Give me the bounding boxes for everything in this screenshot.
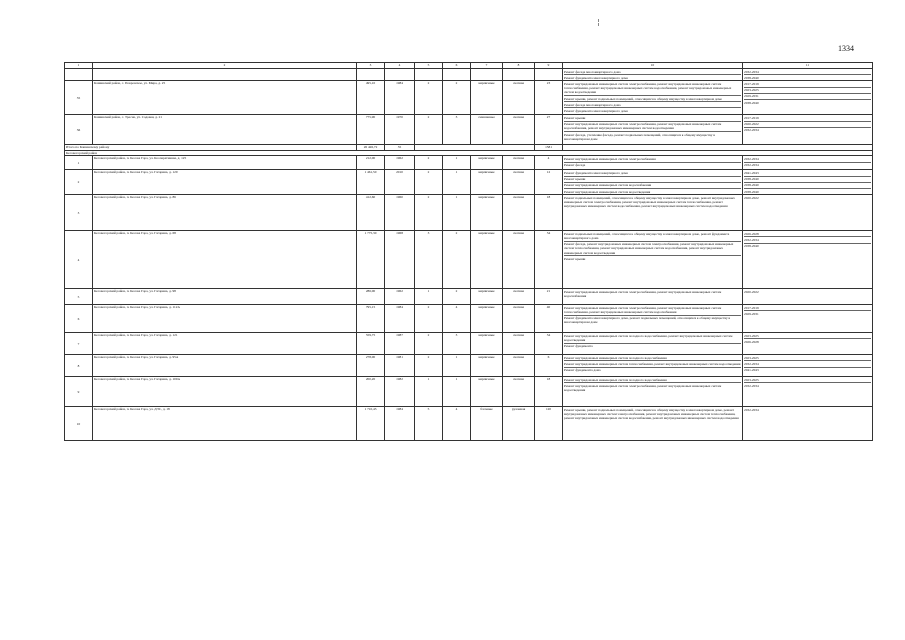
area-cell: 1 461,50 [357, 170, 385, 195]
area-cell: 1 710,43 [357, 407, 385, 441]
entrances-cell: 1 [443, 355, 471, 377]
year-built-cell: 1960 [385, 195, 415, 231]
entrances-cell: 1 [443, 195, 471, 231]
period-cell [743, 377, 873, 407]
roof-type-cell: рулонная [503, 407, 535, 441]
period-cell [743, 170, 873, 195]
work-item: Ремонт фундамента многоквартирного дома, ремонт подвальных помещений, относящихся к общему имуществу в многоквартирном доме [564, 316, 731, 325]
roof-type-cell: скатная [503, 377, 535, 407]
apartments-cell: 40 [535, 305, 563, 333]
address-cell: Кесовогорский район, п. Кесова Гора, ул. ДЭС, д. 18 [93, 407, 357, 441]
year-built-cell [385, 69, 415, 81]
period-cell [743, 69, 873, 81]
roof-type-cell: скатная [503, 305, 535, 333]
wall-material-cell: кирпичные [471, 289, 503, 305]
address-cell: Кесовогорский район, п. Кесова Гора, ул. Гагарина, д. 112А [93, 305, 357, 333]
period-item: 2029-2031 [744, 94, 871, 100]
apartments-cell: 4 [535, 156, 563, 170]
entrances-cell: 1 [443, 377, 471, 407]
apartments-cell: 6 [535, 355, 563, 377]
works-cell [563, 170, 743, 195]
total-label: Итого по Кашинскому району [65, 145, 357, 151]
entrances-cell: 2 [443, 231, 471, 289]
area-cell: 200,20 [357, 377, 385, 407]
wall-material-cell: смешанные [471, 115, 503, 145]
work-item: Ремонт внутридомовых инженерных систем холодного водоснабжения, ремонт внутридомовых инженерных систем водоотведения [564, 333, 741, 343]
address-cell: Кесовогорский район, п. Кесова Гора, ул. Кооперативная, д. 125 [93, 156, 357, 170]
table-row [65, 377, 873, 407]
period-item: 2032-2034 [744, 383, 759, 388]
work-item: Ремонт фасада, утепление фасада, ремонт подвальных помещений, относящихся к общему имуществу в многоквартирном доме [564, 132, 715, 141]
area-cell: 286,00 [357, 289, 385, 305]
wall-material-cell: кирпичные [471, 231, 503, 289]
total-count: 35 [385, 145, 415, 151]
floors-cell: 2 [415, 333, 443, 355]
row-number: 35 [65, 81, 93, 115]
row-number: 6 [65, 305, 93, 333]
roof-type-cell: скатная [503, 195, 535, 231]
period-cell [743, 333, 873, 355]
apartments-cell: 21 [535, 289, 563, 305]
period-cell [743, 407, 873, 441]
floors-cell: 1 [415, 377, 443, 407]
roof-type-cell: скатная [503, 81, 535, 115]
period-item: 2032-2034 [744, 237, 871, 243]
wall-material-cell: кирпичные [471, 156, 503, 170]
work-item: Ремонт фундамента дома [564, 368, 601, 373]
period-item: 2017-2019 [744, 81, 871, 87]
row-number: 5 [65, 289, 93, 305]
wall-material-cell: кирпичные [471, 333, 503, 355]
entrances-cell: 4 [443, 407, 471, 441]
period-item: 2023-2025 [744, 333, 871, 339]
entrances-cell: 1 [443, 170, 471, 195]
header-cell-4: 4 [385, 63, 415, 69]
page-number: 1334 [838, 44, 854, 53]
period-item: 2038-2040 [744, 189, 759, 194]
works-cell [563, 407, 743, 441]
roof-type-cell: скатная [503, 289, 535, 305]
row-number: 8 [65, 355, 93, 377]
period-item: 2032-2034 [744, 156, 871, 162]
period-cell [743, 81, 873, 115]
year-built-cell: 1962 [385, 156, 415, 170]
area-cell: 495,10 [357, 81, 385, 115]
period-item: 2041-2043 [744, 170, 871, 176]
address-cell: Кашинский район, с. Тресна, ул. Садовая, д. 21 [93, 115, 357, 145]
work-item: Ремонт фундамента многоквартирного дома [564, 108, 628, 113]
header-cell-11: 11 [743, 63, 873, 69]
table-row [65, 81, 873, 115]
works-cell [563, 333, 743, 355]
floors-cell: 2 [415, 170, 443, 195]
apartments-cell: 12 [535, 170, 563, 195]
works-cell [563, 156, 743, 170]
apartments-cell: 23 [535, 81, 563, 115]
area-cell: 775,90 [357, 115, 385, 145]
wall-material-cell: кирпичные [471, 305, 503, 333]
total-area: 26 426,72 [357, 145, 385, 151]
row-number: 3 [65, 195, 93, 231]
table-row [65, 231, 873, 289]
works-cell [563, 289, 743, 305]
header-cell-1: 1 [65, 63, 93, 69]
header-cell-5: 5 [415, 63, 443, 69]
table-row [65, 115, 873, 145]
wall-material-cell: кирпичные [471, 377, 503, 407]
period-item: 2023-2025 [744, 355, 871, 361]
address-cell: Кесовогорский район, п. Кесова Гора, ул. Гагарина, д. 95А [93, 355, 357, 377]
period-item: 2029-2031 [744, 311, 759, 316]
wall-material-cell: кирпичные [471, 355, 503, 377]
apartments-cell [535, 69, 563, 81]
row-number: 10 [65, 407, 93, 441]
year-built-cell: 1987 [385, 333, 415, 355]
period-item: 2020-2022 [744, 289, 759, 294]
work-item: Ремонт внутридомовых инженерных систем холодного водоснабжения [564, 377, 741, 383]
work-item: Ремонт фасада многоквартирного дома [564, 69, 741, 75]
floors-cell: 2 [415, 195, 443, 231]
works-cell [563, 377, 743, 407]
floors-cell: 1 [415, 289, 443, 305]
district-name: Кесовогорский район [65, 150, 873, 156]
apartments-cell: 120 [535, 407, 563, 441]
floors-cell: 2 [415, 355, 443, 377]
work-item: Ремонт внутридомовых инженерных систем электроснабжения [564, 156, 741, 162]
table-body [65, 69, 873, 441]
year-built-cell: 1970 [385, 115, 415, 145]
period-item: 2041-2043 [744, 368, 759, 373]
wall-material-cell: кирпичные [471, 170, 503, 195]
wall-material-cell [471, 69, 503, 81]
entrances-cell: 1 [443, 156, 471, 170]
table-row [65, 305, 873, 333]
year-built-cell: 1984 [385, 81, 415, 115]
work-item: Ремонт внутридомовых инженерных систем электроснабжения, ремонт внутридомовых инженерных систем теплоснабжения, ремонт внутридомовых инженерных систем водоснабжения, ремонт внутридомовых инженерных систем водоотведения [564, 81, 741, 96]
area-cell: 278,00 [357, 355, 385, 377]
work-item: Ремонт крыши [564, 177, 741, 183]
floors-cell: 2 [415, 156, 443, 170]
table-row [65, 333, 873, 355]
period-item: 2020-2022 [744, 122, 871, 128]
address-cell: Кесовогорский район, п. Кесова Гора, ул. Гагарина, д. 86 [93, 195, 357, 231]
works-cell [563, 305, 743, 333]
floors-cell: 5 [415, 407, 443, 441]
entrances-cell: 3 [443, 333, 471, 355]
work-item: Ремонт фасада [564, 163, 586, 168]
period-item: 2038-2040 [744, 75, 759, 80]
header-cell-7: 7 [471, 63, 503, 69]
table-row [65, 170, 873, 195]
floors-cell: 3 [415, 231, 443, 289]
works-cell [563, 69, 743, 81]
year-built-cell: 2010 [385, 170, 415, 195]
roof-type-cell: скатная [503, 115, 535, 145]
table-row [65, 156, 873, 170]
row-number: 7 [65, 333, 93, 355]
entrances-cell: 3 [443, 115, 471, 145]
floors-cell: 2 [415, 305, 443, 333]
roof-type-cell: скатная [503, 333, 535, 355]
table-row [65, 289, 873, 305]
apartments-cell: 27 [535, 115, 563, 145]
area-cell: 559,75 [357, 333, 385, 355]
address-cell: Кесовогорский район, п. Кесова Гора, ул. Гагарина, д. 68 [93, 231, 357, 289]
period-item: 2032-2034 [744, 163, 759, 168]
period-item: 2017-2019 [744, 115, 871, 121]
apartments-cell: 18 [535, 195, 563, 231]
table-row [65, 407, 873, 441]
period-item: 2032-2034 [744, 407, 759, 412]
year-built-cell: 1962 [385, 289, 415, 305]
header-cell-3: 3 [357, 63, 385, 69]
floors-cell: 2 [415, 81, 443, 115]
work-item: Ремонт крыши [564, 256, 586, 261]
period-cell [743, 231, 873, 289]
area-cell: 1 775,30 [357, 231, 385, 289]
year-built-cell: 1968 [385, 231, 415, 289]
roof-type-cell [503, 69, 535, 81]
work-item: Ремонт внутридомовых инженерных систем водоснабжения [564, 183, 741, 189]
scan-marks [596, 18, 600, 32]
table-row [65, 69, 873, 81]
work-item: Ремонт внутридомовых инженерных систем холодного водоснабжения [564, 355, 741, 361]
period-item: 2020-2022 [744, 195, 759, 200]
row-number: 1 [65, 156, 93, 170]
work-item: Ремонт подвальных помещений, относящихся к общему имуществу в многоквартирном доме, ремонт внутридомовых инженерных систем электроснабжения, ремонт внутридомовых инженерных систем теплоснабжения, ремонт внутридомовых инженерных систем водоснабжения, ремонт внутридомовых инженерных систем водоотведения [564, 195, 735, 209]
period-item: 2038-2040 [744, 244, 759, 249]
period-item: 2038-2040 [744, 177, 871, 183]
roof-type-cell: скатная [503, 170, 535, 195]
work-item: Ремонт внутридомовых инженерных систем электроснабжения, ремонт внутридомовых инженерных систем водоотведения [564, 383, 722, 393]
roof-type-cell: скатная [503, 156, 535, 170]
work-item: Ремонт внутридомовых инженерных систем теплоснабжения, ремонт внутридомовых инженерных систем водоотведения [564, 361, 741, 366]
wall-material-cell: блочные [471, 407, 503, 441]
work-item: Ремонт фасада многоквартирного дома [564, 102, 741, 108]
area-cell: 212,00 [357, 156, 385, 170]
period-cell [743, 156, 873, 170]
apartments-cell: 34 [535, 231, 563, 289]
entrances-cell [443, 69, 471, 81]
year-built-cell: 1984 [385, 407, 415, 441]
header-cell-2: 2 [93, 63, 357, 69]
work-item: Ремонт фундамента [564, 344, 593, 349]
work-item: Ремонт крыши [564, 115, 741, 121]
table-row [65, 195, 873, 231]
year-built-cell: 1981 [385, 355, 415, 377]
address-cell: Кашинский район, с. Покровское, ул. Мира, д. 25 [93, 81, 357, 115]
header-cell-8: 8 [503, 63, 535, 69]
apartments-cell: 34 [535, 333, 563, 355]
year-built-cell: 1984 [385, 305, 415, 333]
works-cell [563, 195, 743, 231]
work-item: Ремонт фундамента многоквартирного дома [564, 75, 628, 80]
row-number: 4 [65, 231, 93, 289]
work-item: Ремонт подвальных помещений, относящихся к общему имуществу в многоквартирном доме, ремонт фундамента многоквартирного дома [564, 231, 741, 241]
period-item: 2032-2034 [744, 128, 759, 133]
work-item: Ремонт фундамента многоквартирного дома [564, 170, 741, 176]
period-item: 2032-2034 [744, 361, 871, 367]
area-cell [357, 69, 385, 81]
roof-type-cell: скатная [503, 231, 535, 289]
period-item: 2032-2034 [744, 69, 871, 75]
wall-material-cell: кирпичные [471, 195, 503, 231]
work-item: Ремонт внутридомовых инженерных систем водоотведения [564, 189, 651, 194]
roof-type-cell: скатная [503, 355, 535, 377]
row-number: 2 [65, 170, 93, 195]
row-number [65, 69, 93, 81]
area-cell: 412,60 [357, 195, 385, 231]
period-cell [743, 115, 873, 145]
header-cell-6: 6 [443, 63, 471, 69]
entrances-cell: 2 [443, 81, 471, 115]
total-apartments: 1581 [535, 145, 563, 151]
header-cell-9: 9 [535, 63, 563, 69]
year-built-cell: 1982 [385, 377, 415, 407]
area-cell: 795,15 [357, 305, 385, 333]
work-item: Ремонт фасада, ремонт внутридомовых инженерных систем электроснабжения, ремонт внутридомовых инженерных систем теплоснабжения, ремонт внутридомовых инженерных систем водоснабжения, ремонт внутридомовых инженерных систем водоотведения [564, 242, 741, 257]
table-row [65, 355, 873, 377]
floors-cell [415, 69, 443, 81]
row-number: 36 [65, 115, 93, 145]
address-cell: Кесовогорский район, п. Кесова Гора, ул. Гагарина, д. 98 [93, 289, 357, 305]
row-number: 9 [65, 377, 93, 407]
apartments-cell: 18 [535, 377, 563, 407]
work-item: Ремонт внутридомовых инженерных систем электроснабжения, ремонт внутридомовых инженерных систем теплоснабжения, ремонт внутридомовых инженерных систем водоснабжения [564, 305, 741, 315]
entrances-cell: 4 [443, 305, 471, 333]
period-cell [743, 289, 873, 305]
header-cell-10: 10 [563, 63, 743, 69]
period-cell [743, 305, 873, 333]
address-cell [93, 69, 357, 81]
capital-repair-table [64, 62, 873, 441]
period-item: 2026-2028 [744, 339, 759, 344]
floors-cell: 2 [415, 115, 443, 145]
work-item: Ремонт крыши, ремонт подвальных помещений, относящихся к общему имуществу в многоквартирном доме [564, 96, 741, 102]
works-cell [563, 115, 743, 145]
works-cell [563, 355, 743, 377]
entrances-cell: 2 [443, 289, 471, 305]
address-cell: Кесовогорский район, п. Кесова Гора, ул. Гагарина, д. 120 [93, 170, 357, 195]
period-cell [743, 355, 873, 377]
period-item: 2038-2040 [744, 100, 759, 105]
period-item: 2023-2025 [744, 377, 871, 383]
work-item: Ремонт крыши, ремонт подвальных помещений, относящихся к общему имуществу в многоквартирном доме, ремонт внутридомовых инженерных систем электроснабжения, ремонт внутридомовых инженерных систем теплоснабжения, ремонт внутридомовых инженерных систем водоснабжения, ремонт внутридомовых инженерных систем водоотведения [564, 407, 739, 421]
address-cell: Кесовогорский район, п. Кесова Гора, ул. Гагарина, д. 100А [93, 377, 357, 407]
period-item: 2023-2025 [744, 88, 871, 94]
period-item: 2026-2028 [744, 231, 871, 237]
period-item: 2017-2019 [744, 305, 871, 311]
period-cell [743, 195, 873, 231]
wall-material-cell: кирпичные [471, 81, 503, 115]
works-cell [563, 81, 743, 115]
work-item: Ремонт внутридомовых инженерных систем электроснабжения, ремонт внутридомовых инженерных систем водоснабжения [564, 289, 722, 298]
work-item: Ремонт внутридомовых инженерных систем электроснабжения, ремонт внутридомовых инженерных систем водоснабжения, ремонт внутридомовых инженерных систем водоотведения [564, 122, 741, 132]
address-cell: Кесовогорский район, п. Кесова Гора, ул. Гагарина, д. 121 [93, 333, 357, 355]
period-item: 2038-2040 [744, 183, 871, 189]
works-cell [563, 231, 743, 289]
